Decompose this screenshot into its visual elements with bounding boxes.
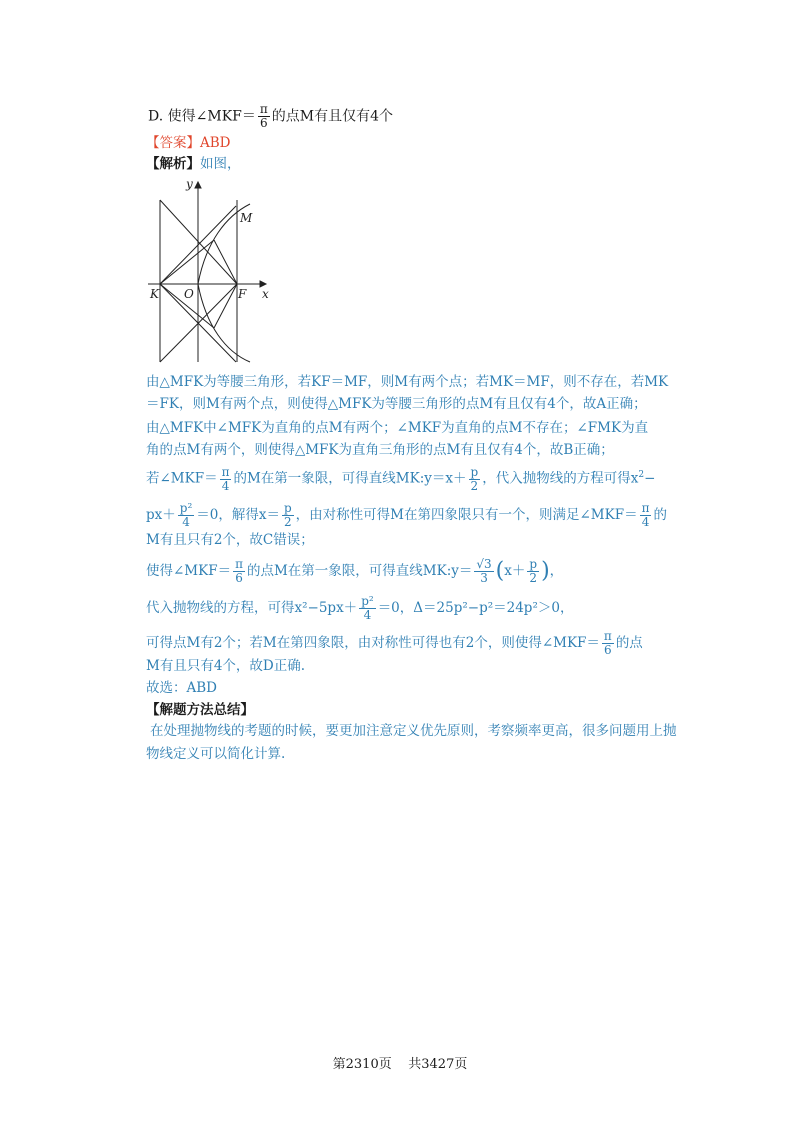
page-footer [0,1053,800,1072]
summary-tag: 【解题方法总结】 [146,702,254,718]
page-number: 第2310页 [332,1057,392,1072]
para4-line: 使得∠MKF＝ $\frac{\pi}{6}$ 的点M在第一象限，可得直线MK:y＝ $\frac{√3}{3}$ (x＋ $\frac{p}{2}$ )， [146,557,564,585]
para6-line2: M有且只有4个，故D正确. [146,658,306,674]
para5-line: 代入抛物线的方程，可得x²−5px＋ $\frac{\text{p²}}{4}$ ＝0，Δ＝25p²−p²＝24p²＞0， [146,594,574,622]
line-f-mid2 [214,284,237,328]
para1-line2: ＝FK，则M有两个点，则使得△MFK为等腰三角形的点M有且仅有4个，故A正确； [146,396,647,412]
page-total: 共3427页 [408,1057,468,1072]
para6-line1: 可得点M有2个；若M在第四象限，由对称性可得也有2个，则使得∠MKF＝ $\frac{\pi}{6}$ 的点 [146,629,643,657]
parabola-curve [198,204,250,362]
para2-line2: 角的点M有两个，则使得△MFK为直角三角形的点M有且仅有4个，故B正确； [146,442,614,458]
para3-line3: M有且只有2个，故C错误； [146,532,314,548]
answer-tag: 【答案】 [146,135,200,151]
label-m: M [240,211,253,225]
summary-line1: 在处理抛物线的考题的时候，要更加注意定义优先原则，考察频率更高，很多问题用上抛 [150,723,677,739]
fraction: $\frac{\pi}{6}$ [259,102,268,130]
label-y: y [186,177,193,191]
para2-line1: 由△MFK中∠MFK为直角的点M有两个；∠MKF为直角的点M不存在；∠FMK为直 [146,420,649,436]
line-k-mid [160,240,214,284]
y-axis-arrow [195,182,201,188]
para1-line1: 由△MFK为等腰三角形，若KF＝MF，则M有两个点；若MK＝MF，则不存在，若MK [146,374,669,390]
analysis-tag: 【解析】 [146,156,200,172]
analysis-line: 【解析】如图， [146,156,241,172]
para3-line2: px＋ $\frac{\text{p²}}{4}$ ＝0，解得x＝ $\frac{p}{2}$ ，由对称性可得M在第四象限只有一个，则满足∠MKF＝ $\frac{\pi}{4}$ 的 [146,501,667,529]
conclusion: 故选：ABD [146,680,217,696]
answer-line [146,133,231,153]
label-x: x [262,287,269,301]
label-k: K [150,287,159,301]
label-o: O [184,287,194,301]
answer-value: ABD [200,135,231,151]
parabola-figure [146,172,280,364]
label-f: F [238,287,247,301]
para3-line1: 若∠MKF＝ $\frac{\pi}{4}$ 的M在第一象限，可得直线MK:y＝x＋ $\frac{p}{2}$ ，代入抛物线的方程可得$x^2-$ [146,464,656,493]
summary-line2: 物线定义可以简化计算. [146,746,286,762]
option-d: D. 使得∠MKF＝ $\frac{\pi}{6}$ 的点M有且仅有4个 [148,102,394,130]
